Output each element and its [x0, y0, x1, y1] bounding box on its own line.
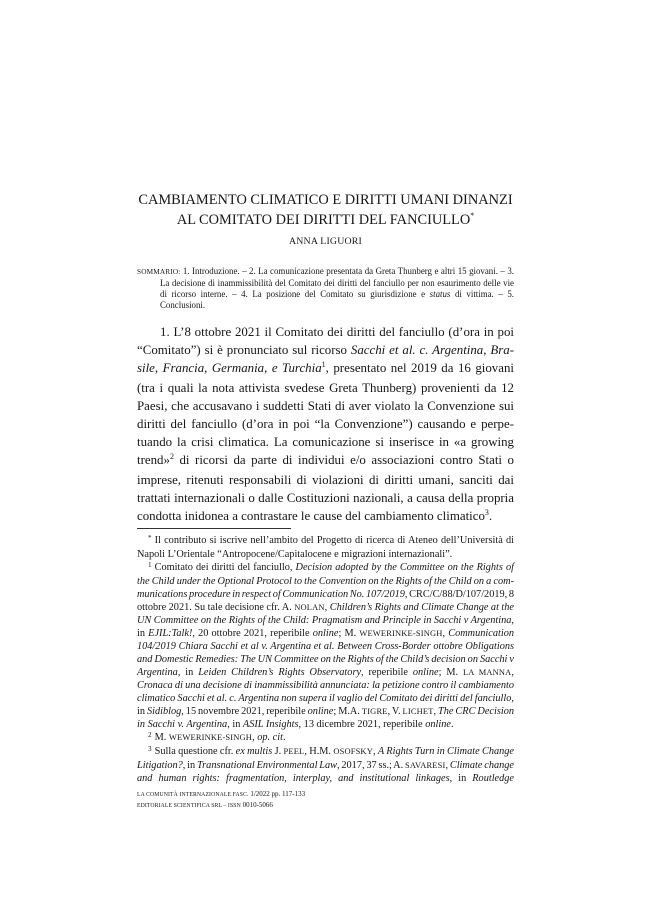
small-caps-run: OSOFSKY: [333, 746, 373, 756]
text-run: ,: [433, 706, 439, 717]
text-run: J.: [272, 746, 284, 757]
italic-run: Decision adopted by the Committee on the Rights of: [295, 562, 514, 573]
footnote-line: [137, 588, 514, 601]
footnote: [137, 731, 514, 745]
footnote-line: [137, 679, 514, 692]
summary: [137, 266, 514, 311]
small-caps-run: LA MANNA: [462, 667, 512, 677]
body-line: [137, 451, 514, 471]
page-footer: [137, 789, 514, 811]
footnote-marker: 2: [148, 730, 152, 739]
italic-run: The CRC Decision: [438, 706, 514, 717]
footnote-line: [137, 666, 514, 679]
text-run: ; M.: [338, 628, 360, 639]
text-run: di vittima. – 5.: [450, 289, 514, 299]
small-caps-run: LA COMUNITÀ INTERNAZIONALE FASC.: [137, 792, 249, 798]
text-run: , in: [182, 760, 197, 771]
italic-run: Cronaca di una decisione di inammissibilità annunciata: la petizione contro il cambiamento: [137, 680, 514, 691]
italic-run: online: [412, 667, 439, 678]
text-run: (tra i quali la nota attivista svedese Greta Thunberg) provenienti da 12: [137, 381, 514, 395]
body-line: [137, 397, 514, 415]
body-line: [137, 507, 514, 527]
title-line: [137, 210, 514, 232]
footnote-line: [137, 653, 514, 666]
text-run: .: [282, 732, 286, 743]
footnote-line: [137, 718, 514, 731]
footnote-line: [137, 772, 514, 785]
footnote-line: [137, 692, 514, 705]
text-run: di ricorso interne. – 4. La posizione del Comitato su giurisdizione e: [160, 289, 430, 299]
footnote: [137, 561, 514, 731]
text-run: Napoli L’Orientale “Antropocene/Capitalocene e migrazioni internazionali”.: [137, 549, 453, 560]
text-run: 1. Introduzione. – 2. La comunicazione presentata da Greta Thunberg e altri 15 giovani. – 3.: [180, 266, 514, 276]
summary-line: [160, 278, 514, 289]
text-run: ,: [372, 746, 378, 757]
text-run: ,: [324, 602, 330, 613]
text-run: Paesi, che accusavano i suddetti Stati di aver violato la Convenzione sui: [137, 399, 514, 413]
text-run: .: [450, 719, 454, 730]
text-run: tuando la crisi climatica. La comunicazione si inserisce in «a growing: [137, 435, 514, 449]
text-run: condotta inidonea a contrastare le cause del cambiamento climatico: [137, 509, 485, 523]
text-run: ,: [252, 732, 258, 743]
italic-run: UN Committee on the Rights of the Child: Pragmatism and Principle in Sacchi v Argentina: [137, 615, 512, 626]
text-run: CAMBIAMENTO CLIMATICO E DIRITTI UMANI DINANZI: [138, 192, 513, 208]
text-run: M.: [154, 732, 169, 743]
text-run: , in: [227, 719, 243, 730]
italic-run: online: [312, 628, 339, 639]
footnote-ref: 2: [169, 452, 174, 462]
body-text: [137, 323, 514, 527]
text-run: , presentato nel 2019 da 16 giovani: [325, 361, 514, 375]
title-line: [137, 190, 514, 210]
text-run: , 2017, 37 ss.; A.: [336, 760, 405, 771]
footnote-line: [137, 614, 514, 627]
summary-line: [160, 289, 514, 300]
small-caps-run: SOMMARIO:: [137, 268, 181, 276]
text-run: ; M.A.: [333, 706, 362, 717]
footnote-line: [148, 745, 514, 759]
italic-run: A Rights Turn in Climate Change: [377, 746, 515, 757]
text-run: Il contributo si iscrive nell’ambito del Progetto di ricerca di Ateneo dell’Università di: [154, 535, 514, 546]
italic-run: Sacchi et al. c. Argentina, Bra-: [350, 343, 515, 357]
text-run: di ricorsi da parte di individui e/o associazioni contro Stati o: [173, 453, 514, 467]
author-name: ANNA LIGUORI: [288, 236, 363, 247]
italic-run: and human rights: fragmentation, interplay, and institutional linkages: [137, 773, 450, 784]
text-run: , reperibile: [361, 667, 413, 678]
text-run: ,: [511, 693, 514, 704]
summary-line: [137, 266, 514, 278]
footer-line: [137, 789, 514, 800]
small-caps-run: SAVARESI: [405, 760, 446, 770]
italic-run: the Child under the Optional Protocol to the Convention on the Rights of the Child on a com-: [137, 576, 514, 587]
text-run: in: [137, 706, 147, 717]
italic-run: Sidiblog: [146, 706, 182, 717]
small-caps-run: EDITORIALE SCIENTIFICA SRL – ISSN: [137, 803, 241, 809]
footnote: [137, 534, 514, 561]
footnote-marker: *: [148, 533, 152, 542]
text-run: , CRC/C/88/D/107/2019, 8: [404, 589, 514, 600]
footnote-line: [137, 759, 514, 772]
text-run: , 15 novembre 2021, reperibile: [181, 706, 308, 717]
body-line: [137, 433, 514, 451]
small-caps-run: PEEL: [283, 746, 305, 756]
text-run: La decisione di inammissibilità del Comitato dei diritti del fanciullo per non esaurimento delle vie: [160, 278, 514, 288]
body-paragraph: [137, 323, 514, 527]
text-run: 1/2022 pp. 117-133: [248, 790, 306, 798]
italic-run: ex multis: [235, 746, 273, 757]
small-caps-run: LICHET: [402, 706, 434, 716]
text-run: diritti del fanciullo (d’ora in poi “la Convenzione”) causando e perpe-: [137, 417, 514, 431]
italic-run: Climate change: [449, 760, 514, 771]
footnote-line: [137, 601, 514, 614]
body-line: [137, 379, 514, 397]
footnote-separator: [137, 528, 291, 529]
text-run: 1. L’8 ottobre 2021 il Comitato dei diritti del fanciullo (d’ora in poi: [160, 325, 514, 339]
small-caps-run: WEWERINKE-SINGH: [359, 628, 443, 638]
italic-run: Children’s Rights and Climate Change at the: [329, 602, 515, 613]
italic-run: in Sacchi v. Argentina: [137, 719, 228, 730]
text-run: ; M.: [438, 667, 463, 678]
footnote-line: [137, 705, 514, 718]
body-line: [137, 359, 514, 379]
footnote-line: [148, 731, 514, 745]
footnote-ref: 3: [484, 508, 489, 518]
italic-run: Argentina: [137, 667, 178, 678]
text-run: , H.M.: [304, 746, 334, 757]
body-line: [137, 341, 514, 359]
text-run: ,: [511, 615, 514, 626]
italic-run: op. cit: [257, 732, 283, 743]
text-run: trattati internazionali o dalle Costituzioni nazionali, a causa della propria: [137, 491, 514, 505]
small-caps-run: WEWERINKE-SINGH: [168, 732, 253, 742]
text-run: , in: [449, 773, 473, 784]
small-caps-run: TIGRE: [361, 706, 388, 716]
text-run: ,: [511, 667, 514, 678]
italic-run: EJIL:Talk!: [148, 628, 193, 639]
footnote-line: [137, 548, 514, 561]
body-line: [137, 489, 514, 507]
footnote-line: [137, 627, 514, 640]
text-run: in: [137, 628, 149, 639]
author-byline: [137, 233, 514, 249]
text-run: Sulla questione cfr.: [154, 746, 236, 757]
italic-run: Communication: [448, 628, 514, 639]
body-line: [137, 471, 514, 489]
text-run: , 13 dicembre 2021, reperibile: [298, 719, 426, 730]
text-run: ,: [442, 628, 449, 639]
footnote-line: [148, 561, 514, 575]
footer-line: [137, 800, 514, 811]
footnote-marker: 1: [148, 560, 152, 569]
text-run: Comitato dei diritti del fanciullo,: [154, 562, 296, 573]
text-run: ,: [445, 760, 450, 771]
italic-run: online: [307, 706, 334, 717]
footnote-line: [137, 640, 514, 653]
article-title: [137, 190, 514, 232]
footnote: [137, 745, 514, 785]
text-run: Conclusioni.: [160, 300, 206, 310]
text-run: imprese, ritenuti responsabili di violazioni di diritti umani, sanciti dai: [137, 473, 514, 487]
italic-run: online: [425, 719, 451, 730]
italic-run: ASIL Insights: [242, 719, 299, 730]
summary-line: [160, 300, 514, 311]
small-caps-run: NOLAN: [294, 602, 325, 612]
italic-run: Leiden Children’s Rights Observatory: [198, 667, 362, 678]
text-run: , V.: [387, 706, 403, 717]
text-run: ottobre 2021. Su tale decisione cfr. A.: [137, 602, 295, 613]
footnote-ref: 1: [321, 360, 326, 370]
italic-run: sile, Francia, Germania, e Turchia: [137, 361, 322, 375]
italic-run: climatico Sacchi et al. c. Argentina non supera il vaglio del Comitato dei diritti del fanciullo: [137, 693, 512, 704]
body-line: [137, 415, 514, 433]
italic-run: and Domestic Remedies: The UN Committee on the Rights of the Child’s decision on Sacchi v: [137, 654, 514, 665]
footnote-line: [137, 575, 514, 588]
text-run: 0010-5066: [240, 801, 273, 809]
italic-run: munications procedure in respect of Communication No. 107/2019: [137, 589, 405, 600]
footnote-ref: *: [470, 211, 475, 221]
italic-run: Litigation?: [137, 760, 183, 771]
text-run: , 20 ottobre 2021, reperibile: [192, 628, 313, 639]
italic-run: Routledge: [472, 773, 514, 784]
italic-run: Transnational Environmental Law: [197, 760, 337, 771]
footnotes: [137, 534, 514, 785]
footnote-line: [148, 534, 514, 548]
text-run: AL COMITATO DEI DIRITTI DEL FANCIULLO: [176, 212, 471, 228]
text-run: .: [488, 509, 493, 523]
text-run: “Comitato”) si è pronunciato sul ricorso: [137, 343, 351, 357]
italic-run: status: [429, 289, 451, 299]
text-run: , in: [177, 667, 199, 678]
body-line: [160, 323, 514, 341]
text-run: trend»: [137, 453, 170, 467]
footnote-marker: 3: [148, 744, 152, 753]
italic-run: 104/2019 Chiara Sacchi et al v. Argentina et al. Between Cross-Border ottobre Obligations: [137, 641, 514, 652]
